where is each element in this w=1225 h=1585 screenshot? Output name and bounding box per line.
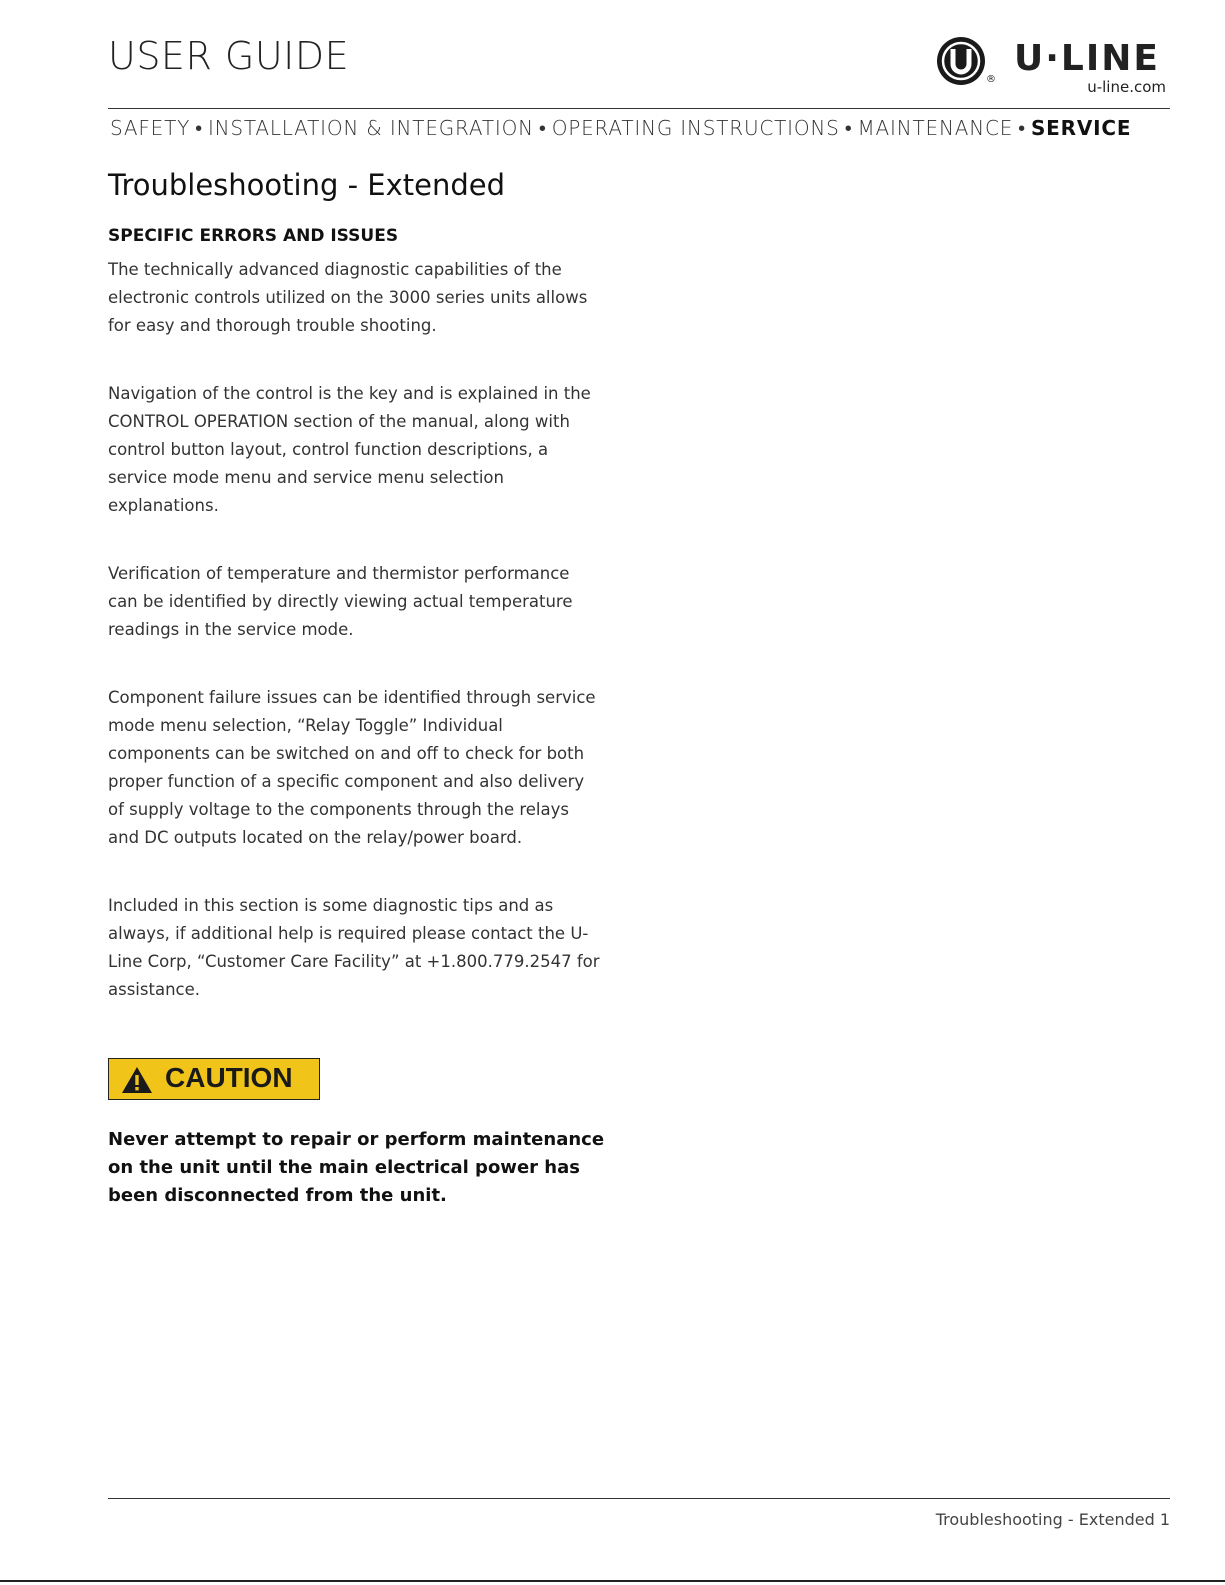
nav-separator: • bbox=[844, 116, 853, 140]
nav-item-safety: SAFETY bbox=[110, 116, 191, 140]
nav-item-maintenance: MAINTENANCE bbox=[857, 116, 1014, 140]
brand-url: u-line.com bbox=[1087, 78, 1166, 96]
body-text bbox=[108, 256, 600, 1044]
paragraph-intro: The technically advanced diagnostic capabilities of the electronic controls utilized on the 3000 series units allows for easy and thorough trouble shooting. bbox=[108, 260, 588, 335]
brand-logo bbox=[936, 34, 1172, 98]
nav-item-installation: INSTALLATION & INTEGRATION bbox=[207, 116, 534, 140]
document-title: USER GUIDE bbox=[108, 34, 350, 78]
paragraph-verification: Verification of temperature and thermistor performance can be identified by directly viewing actual temperature readings in the service mode. bbox=[108, 564, 573, 639]
section-nav bbox=[110, 116, 1131, 141]
nav-item-service: SERVICE bbox=[1030, 116, 1132, 140]
paragraph-contact: Included in this section is some diagnostic tips and as always, if additional help is required please contact the U-Line Corp, “Customer Care Facility” at +1.800.779.2547 for assistance. bbox=[108, 896, 600, 999]
caution-message: Never attempt to repair or perform maintenance on the unit until the main electrical power has been disconnected from the unit. bbox=[108, 1129, 605, 1206]
section-subheading: SPECIFIC ERRORS AND ISSUES bbox=[108, 226, 399, 246]
nav-item-operating: OPERATING INSTRUCTIONS bbox=[551, 116, 840, 140]
paragraph-component-failure: Component failure issues can be identified through service mode menu selection, “Relay Toggle” Individual components can be switched on and off to check for both proper function of a specific component and also delivery of supply voltage to the components through the relays and DC outputs located on the relay/power board. bbox=[108, 688, 596, 847]
page-footer: Troubleshooting - Extended 1 bbox=[935, 1510, 1170, 1529]
caution-badge bbox=[108, 1058, 320, 1100]
section-title: Troubleshooting - Extended bbox=[108, 168, 505, 202]
nav-separator: • bbox=[538, 116, 547, 140]
nav-separator: • bbox=[1018, 116, 1026, 140]
nav-separator: • bbox=[195, 116, 203, 140]
u-line-logo-icon bbox=[936, 36, 986, 86]
caution-label: CAUTION bbox=[165, 1062, 293, 1093]
page-edge bbox=[0, 1580, 1225, 1582]
warning-triangle-icon bbox=[121, 1066, 153, 1094]
brand-wordmark: U·LINE bbox=[1014, 38, 1160, 79]
header-divider bbox=[108, 108, 1170, 109]
paragraph-navigation: Navigation of the control is the key and is explained in the CONTROL OPERATION section of the manual, along with control button layout, control function descriptions, a service mode menu and service menu selection explanations. bbox=[108, 384, 591, 515]
footer-divider bbox=[108, 1498, 1170, 1499]
registered-mark: ® bbox=[986, 74, 996, 85]
